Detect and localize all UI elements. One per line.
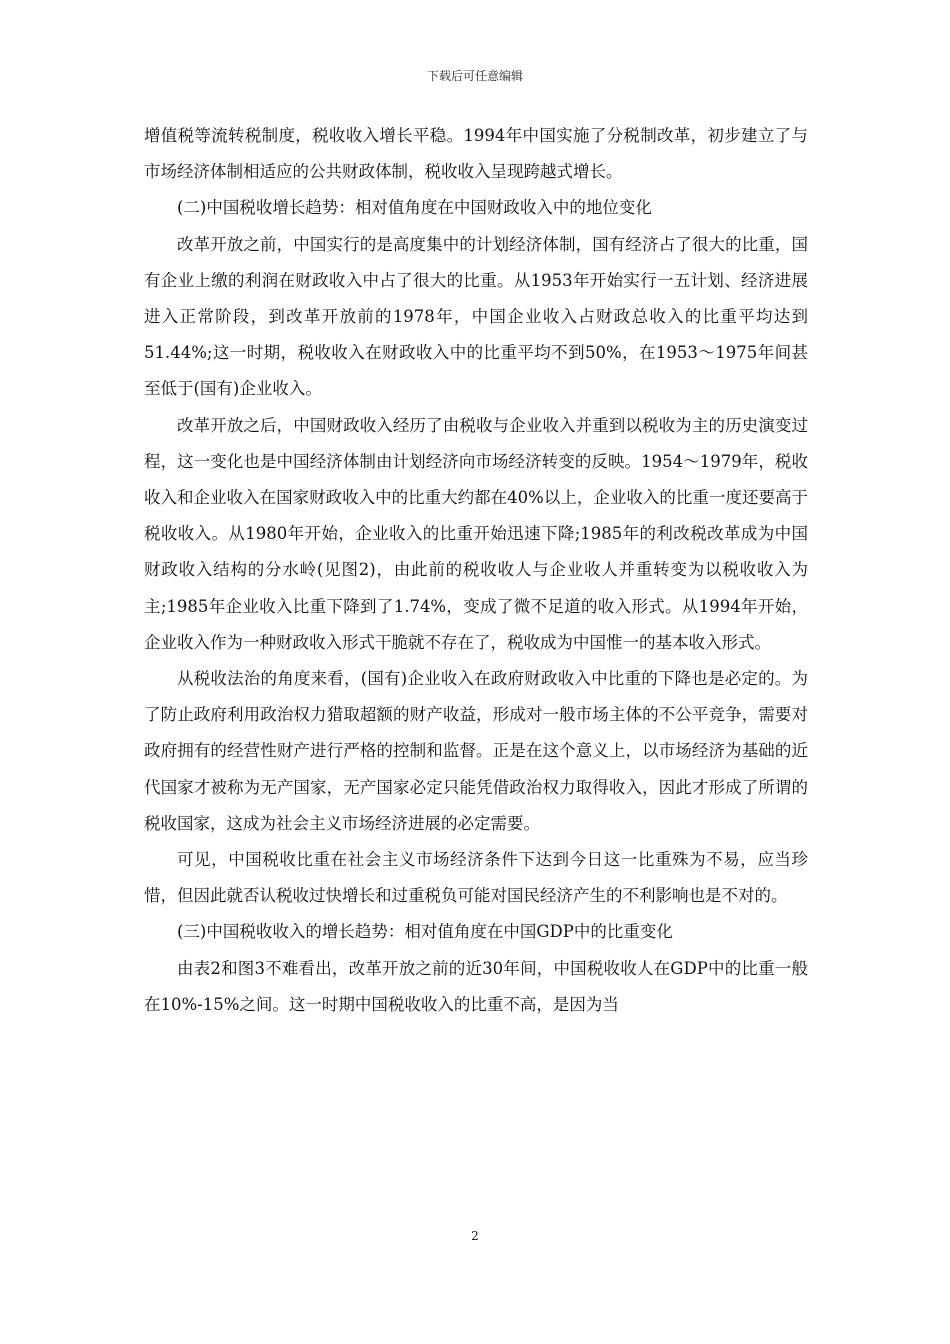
paragraph-continuation: 增值税等流转税制度，税收收入增长平稳。1994年中国实施了分税制改革，初步建立了与市场经济体制相适应的公共财政体制，税收收入呈现跨越式增长。 [144,126,808,182]
paragraph: 由表2和图3不难看出，改革开放之前的近30年间，中国税收收人在GDP中的比重一般在10%-15%之间。这一时期中国税收收入的比重不高，是因为当 [144,958,808,1014]
page-header: 下载后可任意编辑 [426,69,523,83]
paragraph: 可见，中国税收比重在社会主义市场经济条件下达到今日这一比重殊为不易，应当珍惜，但因此就否认税收过快增长和过重税负可能对国民经济产生的不利影响也是不对的。 [144,850,808,906]
section-heading-3: (三)中国税收收入的增长趋势：相对值角度在中国GDP中的比重变化 [177,922,673,942]
section-heading-2: (二)中国税收增长趋势：相对值角度在中国财政收入中的地位变化 [177,198,652,218]
paragraph: 从税收法治的角度来看，(国有)企业收入在政府财政收入中比重的下降也是必定的。为了防止政府利用政治权力猎取超额的财产收益，形成对一般市场主体的不公平竞争，需要对政府拥有的经营性财产进行严格的控制和监督。正是在这个意义上，以市场经济为基础的近代国家才被称为无产国家，无产国家必定只能凭借政治权力取得收入，因此才形成了所谓的税收国家，这成为社会主义市场经济进展的必定需要。 [144,669,808,833]
paragraph: 改革开放之后，中国财政收入经历了由税收与企业收入并重到以税收为主的历史演变过程，这一变化也是中国经济体制由计划经济向市场经济转变的反映。1954～1979年，税收收入和企业收入在国家财政收入中的比重大约都在40%以上，企业收入的比重一度还要高于税收收入。从1980年开始，企业收入的比重开始迅速下降;1985年的利改税改革成为中国财政收入结构的分水岭(见图2)，由此前的税收收人与企业收人并重转变为以税收收入为主;1985年企业收入比重下降到了1.74%，变成了微不足道的收入形式。从1994年开始，企业收入作为一种财政收入形式干脆就不存在了，税收成为中国惟一的基本收入形式。 [144,415,808,652]
paragraph: 改革开放之前，中国实行的是高度集中的计划经济体制，国有经济占了很大的比重，国有企业上缴的利润在财政收入中占了很大的比重。从1953年开始实行一五计划、经济进展进入正常阶段，到改革开放前的1978年，中国企业收入占财政总收入的比重平均达到51.44%;这一时期，税收收入在财政收入中的比重平均不到50%，在1953～1975年间甚至低于(国有)企业收入。 [144,234,808,399]
document-body [144,118,808,1023]
page-number: 2 [471,1229,479,1243]
